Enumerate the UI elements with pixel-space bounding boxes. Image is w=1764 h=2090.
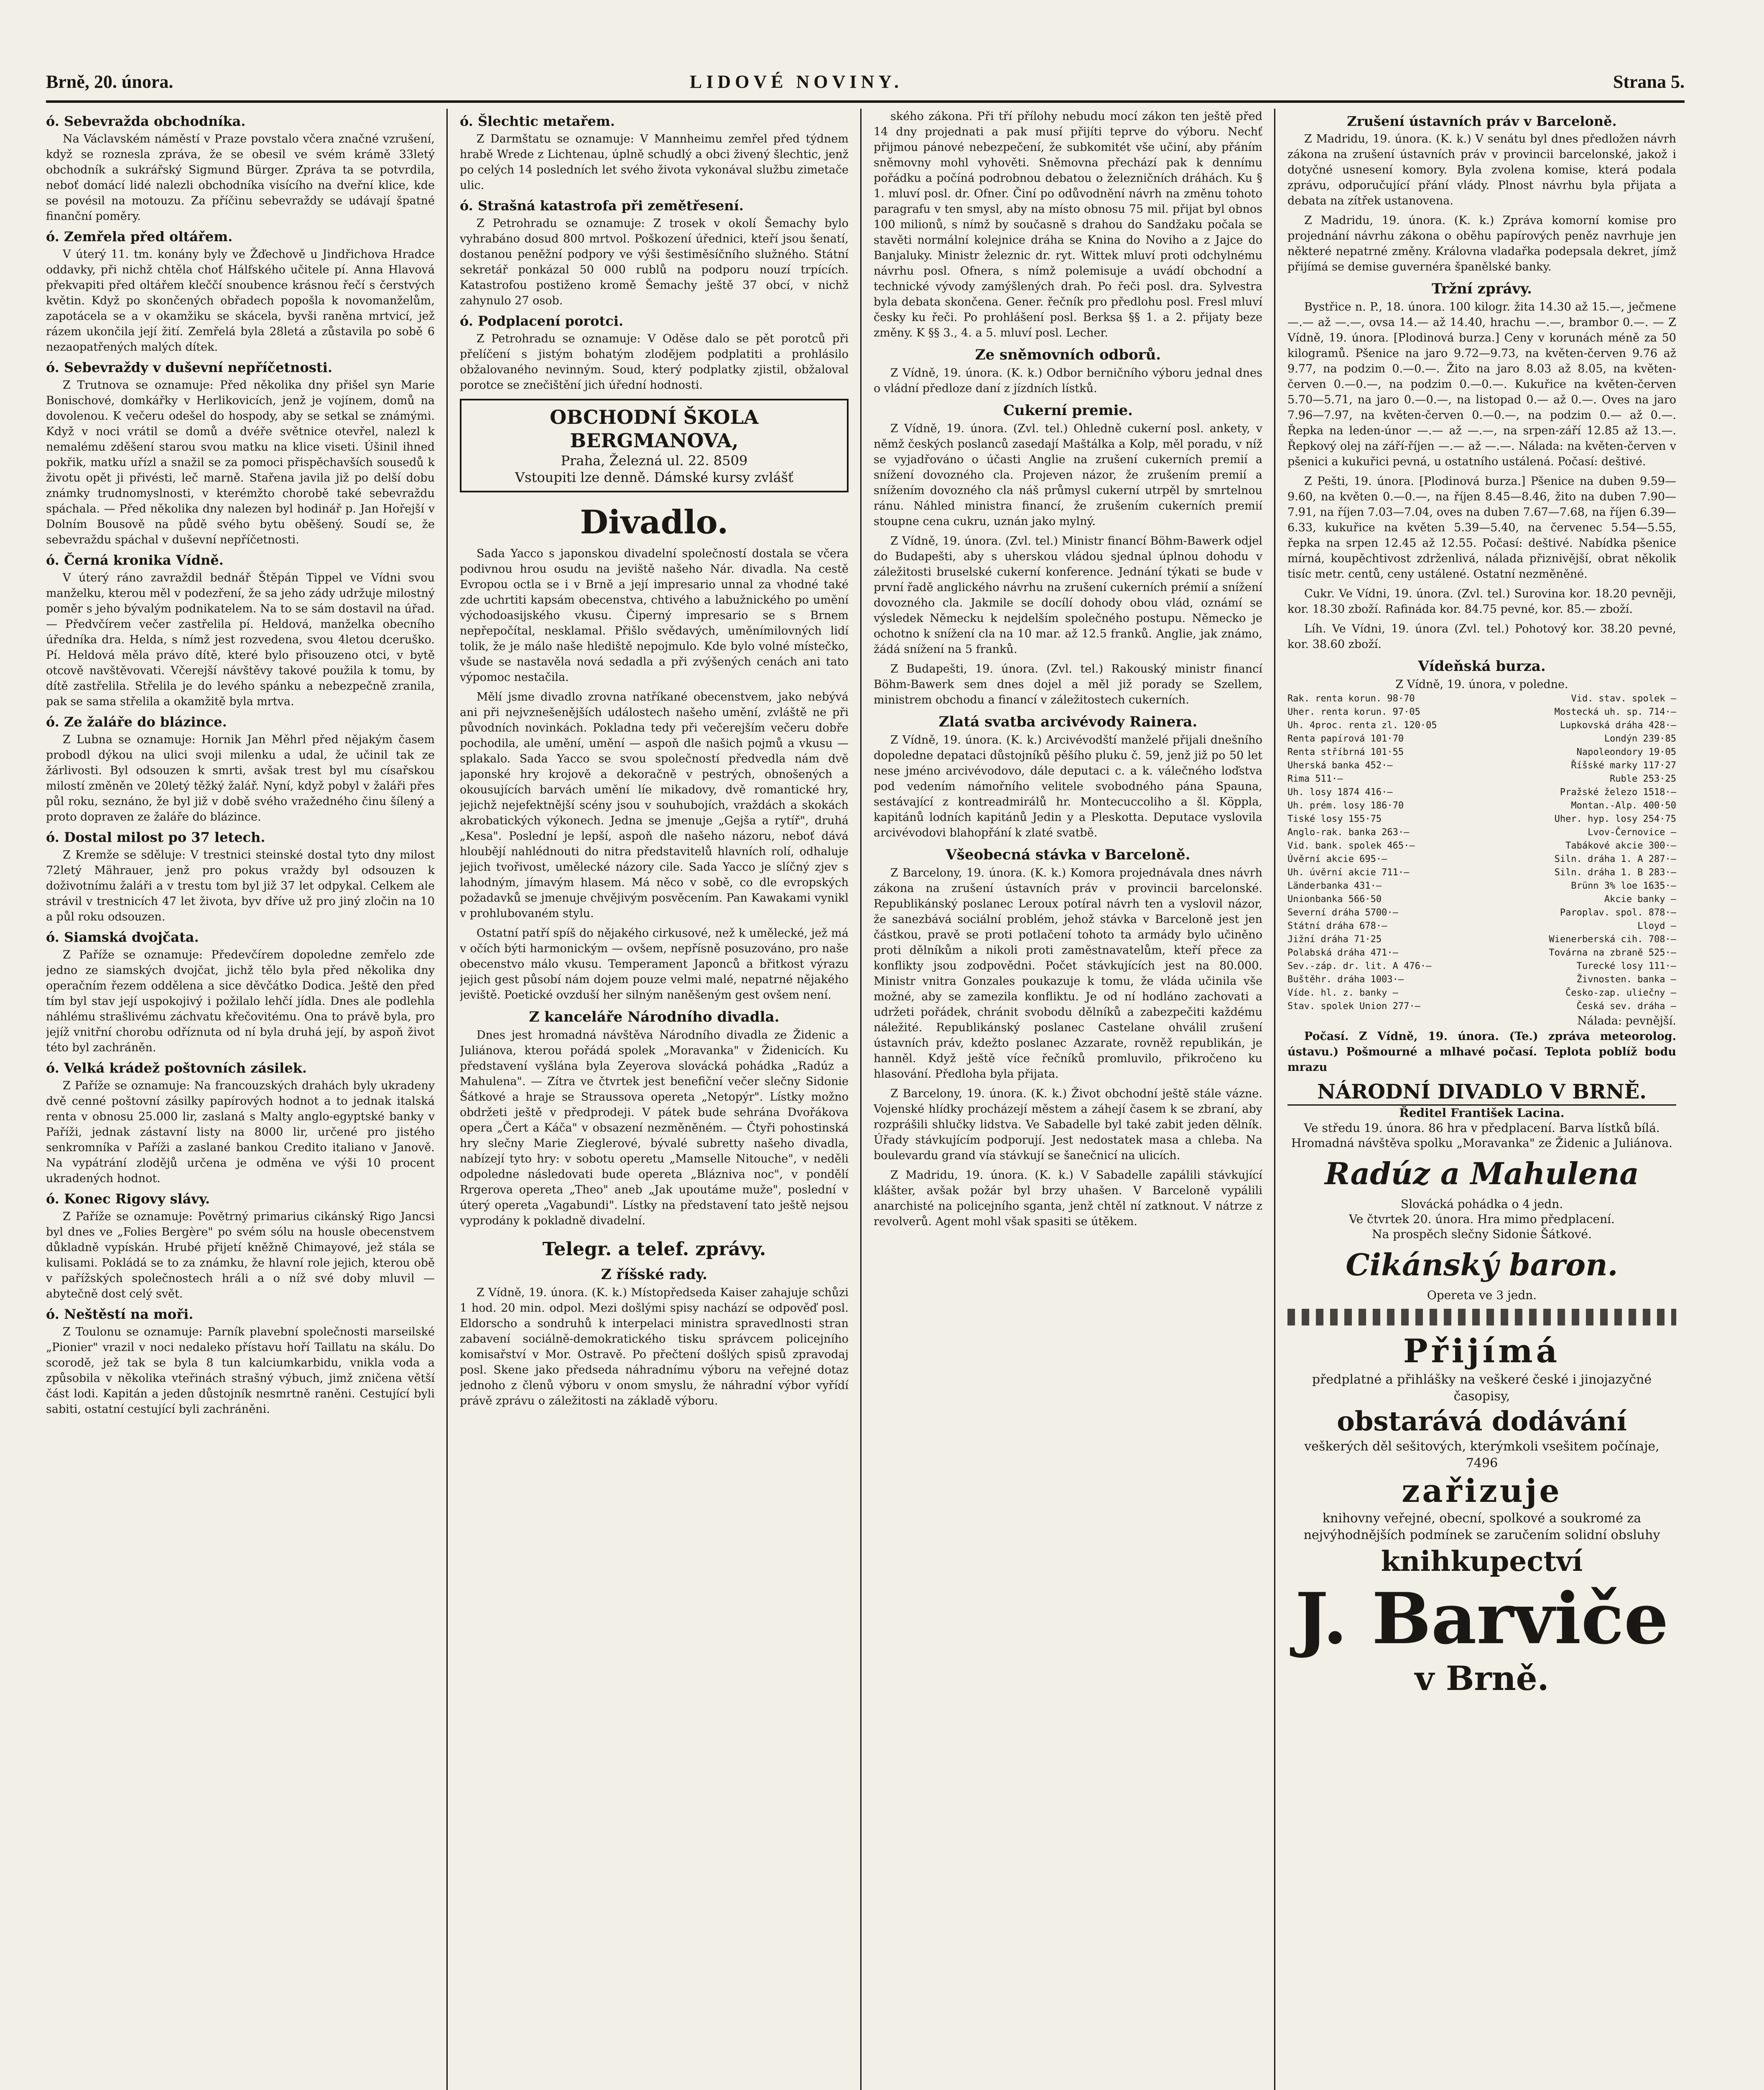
section-title: Všeobecná stávka v Barceloně. [946, 846, 1190, 863]
article-10 [46, 1306, 435, 1417]
decorative-divider [1287, 1309, 1676, 1325]
article-4 [46, 552, 435, 709]
article-title: ó. Konec Rigovy slávy. [46, 1191, 210, 1207]
school-advertisement [460, 399, 849, 492]
bourse-cell: Rak. renta korun. 98·70 [1287, 693, 1415, 704]
section-body: Z Vídně, 19. února. (K. k.) Odbor berničního výboru jednal dnes o vládní předloze daní z jízdních lístků. [874, 367, 1262, 395]
news-section [874, 661, 1262, 708]
spain-text: Z Madridu, 19. února. (K. k.) Zpráva komorní komise pro projednání návrhu zákona o oběhu papírových peněz navrhuje jen některé nepatrné změny. Královna vladařka podepsala dekret, jímž přijímá se demise guvernéra španělské banky. [1287, 214, 1676, 273]
school-title: OBCHODNÍ ŠKOLA BERGMANOVA, [550, 406, 759, 452]
bourse-row [1287, 986, 1676, 1000]
bourse-cell: Lloyd — [1637, 921, 1676, 931]
bourse-cell: Vid. bank. spolek 465·— [1287, 841, 1415, 851]
bourse-cell: Turecké losy 111·— [1576, 961, 1676, 971]
article-title: ó. Siamská dvojčata. [46, 929, 199, 945]
play-title-baron: Cikánský baron. [1346, 1247, 1618, 1282]
bourse-cell: Renta papírová 101·70 [1287, 734, 1404, 744]
bourse-cell: Uh. úvěrní akcie 711·— [1287, 867, 1410, 878]
article-8 [46, 1060, 435, 1186]
bourse-cell: Úvěrní akcie 695·— [1287, 854, 1387, 864]
article-body: Z Paříže se oznamuje: Na francouzských drahách byly ukradeny dvě cenné poštovní zásilky papírových hodnot a to jednak italská renta v obnosu 25.000 lir, zaslaná s Malty anglo-egyptské banky v Paříži, jednak zástavní listy na 8000 lir, určené pro jistého senkromníka v Paříži a zaslané bankou Credito italiano v Janově. Na vypátrání zlodějů určena je odměna ve výši 10 procent ukradených hodnot. [46, 1079, 435, 1185]
bourse-row [1287, 706, 1676, 719]
bourse-row [1287, 786, 1676, 799]
bourse-cell: Siln. dráha 1. A 287·— [1554, 854, 1676, 864]
bourse-row [1287, 906, 1676, 920]
bourse-cell: Tiské losy 155·75 [1287, 814, 1382, 824]
column-3 [874, 109, 1262, 2090]
bourse-cell: Länderbanka 431·— [1287, 881, 1382, 891]
bourse-cell: Severní dráha 5700·— [1287, 907, 1398, 918]
bourse-cell: Stav. spolek Union 277·— [1287, 1001, 1420, 1012]
theatre-line: Ve středu 19. února. 86 hra v předplacení. Barva lístků bílá. [1304, 1121, 1660, 1135]
article-2 [46, 228, 435, 355]
section-body: Z Madridu, 19. února. (K. k.) V Sabadelle zapálili stávkující klášter, avšak požár byl brzy uhašen. V Barceloně vypálili anarchisté na policejního sganta, jenž chtěl ní zatknout. V nátrze z revolverů. Agent mohl však spasiti se útěkem. [874, 1169, 1262, 1228]
article-title: ó. Sebevraždy v duševní nepříčetnosti. [46, 359, 332, 375]
bourse-table [1287, 692, 1676, 1013]
bourse-mood: Nálada: pevnější. [1577, 1014, 1676, 1027]
article-title: ó. Zemřela před oltářem. [46, 229, 233, 245]
bourse-cell: Vid. stav. spolek — [1571, 693, 1676, 704]
bourse-cell: Česko-zap. uliečny — [1565, 988, 1676, 998]
theatre-review-paragraph: Sada Yacco s japonskou divadelní společností dostala se včera podivnou hrou osudu na jeviště našeho Nár. divadla. Na cestě Evropou octla se i v Brně a její impresario unnal za vhodné také zde uchrtiti kapsám obecenstva, chtivého a labužnického po umění východoasijského vkusu. Čiperný impresario se s Brnem nepřepočítal, nesklamal. Přišlo svědavých, uměnímilovných lidí tolik, že je málo naše hlediště nepojmulo. Kde bylo volné místečko, všude se nastavěla nová sedadla a při zvýšených cenách ani tato výpomoc nestačila. [460, 547, 849, 684]
bourse-cell: Uh. prém. losy 186·70 [1287, 800, 1404, 811]
article-13 [460, 313, 849, 393]
bourse-cell: Londýn 239·85 [1604, 734, 1676, 744]
article-1 [46, 113, 435, 224]
spirit-prices: Líh. Ve Vídni, 19. února (Zvl. tel.) Pohotový kor. 38.20 pevné, kor. 38.60 zboží. [1287, 622, 1676, 651]
ad-headline: Přijímá [1403, 1332, 1561, 1370]
bourse-cell: Paroplav. spol. 878·— [1560, 907, 1676, 918]
bourse-cell: Polabská dráha 471·— [1287, 948, 1398, 958]
bourse-cell: Živnosten. banka — [1576, 974, 1676, 985]
bourse-cell: Lvov-Černovice — [1588, 827, 1676, 838]
section-body: Z Vídně, 19. února. (Zvl. tel.) Ohledně cukerní posl. ankety, v němž českých poslanců zasedají Maštálka a Kolp, měl poradu, v níž se vyjadřováno o účasti Anglie na zrušení cukerních premií a snížení dovozného cla. Projeven názor, že zrušením premií a snížením dovozného cla náš průmysl cukerní utrpěl by smrtelnou ránu. Náhled ministra financí, že zrušením cukerních premií stoupne cena cukru, uznán jako mylný. [874, 422, 1262, 528]
bourse-title: Vídeňská burza. [1418, 658, 1546, 675]
bourse-row [1287, 746, 1676, 759]
bourse-row [1287, 920, 1676, 933]
bourse-cell: Wienerberská cih. 708·— [1549, 934, 1676, 945]
article-3 [46, 359, 435, 548]
theatre-line: Hromadná návštěva spolku „Moravanka" ze Židenic a Juliánova. [1291, 1136, 1673, 1150]
bourse-cell: Uh. 4proc. renta zl. 120·05 [1287, 720, 1437, 731]
bookshop-ad [1287, 1331, 1676, 1698]
weather-report: Počasí. Z Vídně, 19. února. (Te.) zpráva meteorolog. ústavu.) Pošmourné a mlhavé počasí. Teplota poblíž bodu mrazu [1287, 1030, 1676, 1074]
ad-city: v Brně. [1415, 1659, 1549, 1698]
bourse-cell: Buštěhr. dráha 1003·— [1287, 974, 1404, 985]
section-body: Z Vídně, 19. února. (K. k.) Arcivévodští manželé přijali dnešního dopoledne depataci důstojníků pěšího pluku č. 59, jenž již po 50 let nese jméno arcivévodovo, dále deputaci c. a k. válečného loďstva pod vedením námořního velitele svobodného pána Spauna, sestávající z kontreadmirálů hr. Montecuccoliho a šl. Köppla, kapitánů lodních kapitánů Jedin y a Pleskotta. Deputace vyslovila arcivévodovi blahopřání k zlaté svatbě. [874, 734, 1262, 839]
bourse-row [1287, 1000, 1676, 1013]
article-title: ó. Ze žaláře do blázince. [46, 714, 227, 730]
bourse-row [1287, 879, 1676, 893]
bourse-cell: Renta stříbrná 101·55 [1287, 747, 1404, 757]
bourse-cell: Říšské marky 117·27 [1571, 760, 1676, 771]
article-5 [46, 714, 435, 825]
bourse-cell: Akcie banky — [1604, 894, 1676, 905]
section-title: Ze sněmovních odborů. [975, 347, 1161, 363]
parliament-continued-text: ského zákona. Při tří přílohy nebudu mocí zákon ten ještě před 14 dny projednati a pak musí přijíti teprve do výboru. Nechť přijmou pánové nebezpečení, že subkomitét vše učiní, aby přáním sněmovny mohl vyhověti. Sněmovna přechází pak k dennímu pořádku a počíná podrobnou debatou o železničních dráhách. Ku § 1. mluví posl. dr. Ofner. Činí po odůvodnění návrh na změnu tohoto paragrafu v ten smysl, aby na místo obnosu 75 mil. přijat byl obnos 100 milionů, s nímž by současně s drahou do Sandžaku počala se stavěti normální kolejnice dráha se Knina do Noviho a z Jajce do Banjaluky. Ministr železnic dr. ryt. Wittek mluví proti odchylnému návrhu posl. Ofnera, s nímž polemisuje a uvádí obchodní a technické vývody zamýšlených drah. Po řeči posl. dra. Sylvestra byla debata skončena. Gener. řečník pro předlohu posl. Fresl mluví česky ku řeči. Po prohlášení posl. Berksa §§ 1. a 2. přijaty beze změny. K §§ 3., 4. a 5. mluví posl. Lecher. [874, 110, 1262, 339]
article-body: Z Paříže se oznamuje: Předevčírem dopoledne zemřelo zde jedno ze siamských dvojčat, jichž tělo byla před několika dny operačním řezem oddělena a sice děvčátko Dodica. Ještě den před tím byl stav její uspokojivý i požilalo lehčí jídla. Dnes ale podlehla náhlému strašlivému záchvatu křečovitému. Ona to právě byla, pro jejíž vnitřní chorobu odříznuta od ní byla druhá její, by aspoň život této byl zachráněn. [46, 948, 435, 1054]
article-body: V úterý 11. tm. konány byly ve Žďechově u Jindřichova Hradce oddavky, při nichž chtěla choť Hálfského učitele pí. Anna Hlavová překvapiti před oltářem kleččí snoubence krásnou řečí s čerstvých květin. Když po skončených obřadech popošla k novomanželům, zapotácela se a v okamžiku se skácela, byvši raněna mrtvicí, jež rázem ukončila její žití. Zemřelá byla 28letá a zůstavila po sobě 6 nezaopatřených malých dítek. [46, 248, 435, 354]
bourse-row [1287, 732, 1676, 746]
theatre-section-title: Divadlo. [580, 503, 729, 541]
bourse-cell: Tabákové akcie 300·— [1565, 841, 1676, 851]
section-body: Z Budapešti, 19. února. (Zvl. tel.) Rakouský ministr financí Böhm-Bawerk sem dnes dojel a měl již porady se Szellem, ministrem obchodu a financí v záležitostech cukerních. [874, 663, 1262, 706]
theatre-line: Na prospěch slečny Sidonie Šátkové. [1372, 1227, 1592, 1241]
bourse-row [1287, 866, 1676, 879]
column-rule [446, 109, 448, 2090]
column-rule [860, 109, 862, 2090]
market-text: Bystřice n. P., 18. února. 100 kilogr. žita 14.30 až 15.—, ječmene —.— až —.—, ovsa 14.— až 14.40, hrachu —.—, brambor 0.—. — Z Vídně, 19. února. [Plodinová burza.] Ceny v korunách méně za 50 kilogramů. Pšenice na jaro 9.72—9.73, na květen-červen 9.76 až 9.77, na podzim 0.—0.—. Žito na jaro 8.03 až 8.05, na květen-červen 0.—0.—, na podzim 0.—0.—. Kukuřice na květen-červen 5.70—5.71, na jaro 0.—0.—, na listopad 0.— až 0.—. Oves na jaro 7.96—7.97, na květen-červen 0.—0.—, na podzim 0.— až 0.—. Řepka na leden-únor —.— až —.—, na srpen-září 12.85 až 13.—. Řepkový olej na září-říjen —.— až —.—. Nálada: na květen-červen v pšenici a kukuřici pevná, u ostatního ustálená. Počasí: deštivé. [1287, 301, 1676, 468]
news-section [874, 714, 1262, 841]
play-subtitle: Slovácká pohádka o 4 jedn. [1400, 1197, 1563, 1211]
bourse-cell: Uher. hyp. losy 254·75 [1554, 814, 1676, 824]
column-4 [1287, 109, 1676, 2090]
ad-number: 7496 [1466, 1456, 1498, 1471]
article-body: Z Paříže se oznamuje: Povětrný primarius cikánský Rigo Jancsi byl dnes ve „Folies Bergère" po svém sólu na housle obecenstvem důkladně vypískán. Hrubé přijetí kněžně Chimayové, jež stála se kulisami. Pokládá se to za známku, že hlavní role jejich, kterou obě v pařížských společnostech hráli a o níž své doby mluvil — abytečně dost celý svět. [46, 1210, 435, 1300]
article-7 [46, 929, 435, 1055]
bourse-row [1287, 893, 1676, 906]
article-title: ó. Neštěstí na moři. [46, 1306, 194, 1322]
bourse-cell: Pražské železo 1518·— [1560, 787, 1676, 798]
article-body: Z Petrohradu se oznamuje: Z trosek v okolí Šemachy bylo vyhrabáno dosud 800 mrtvol. Poškození úřednici, kteří jsou šenatí, dostanou peněžní podpory ve výši šestiměsíčního služného. Státní sekretář ponkázal 50 000 rublů na podporu nouzí trpících. Katastrofou postiženo kromě Šemachy ještě 37 obcí, v nichž zahynulo 27 osob. [460, 217, 849, 307]
office-section-title: Z kanceláře Národního divadla. [529, 1009, 780, 1025]
ad-text: knihovny veřejné, obecní, spolkové a soukromé za nejvýhodnějších podmínek se zaručením solidní obsluhy [1303, 1511, 1660, 1542]
article-title: ó. Strašná katastrofa při zemětřesení. [460, 198, 744, 214]
ad-headline: zařizuje [1402, 1472, 1562, 1509]
article-11 [460, 113, 849, 193]
article-9 [46, 1190, 435, 1302]
bourse-row [1287, 799, 1676, 813]
article-6 [46, 829, 435, 925]
telegrams-title: Telegr. a telef. zprávy. [542, 1239, 766, 1260]
bourse-cell: Lupkovská dráha 428·— [1560, 720, 1676, 731]
section-body: Z Barcelony, 19. února. (K. k.) Komora projednávala dnes návrh zákona na zrušení ústavních práv v provincii barcelonské. Republikánský poslanec Leroux potíral návrh ten a vyslovil názor, že sanezbává sociální problém, jehož stávka v Barceloně jest jen částkou, pravě se proti potlačení tohoto ta armády bylo učiněno proti dělníkům a nikoli proti zaměstnavatelům, kteří přece za konflikty jsou zodpovědni. Počet stávkujících jest na 80.000. Ministr vnitra Gonzales poukazuje k tomu, že vláda učinila vše možné, aby se zamezila konfliktu. Je od ní hodláno zachovati a udržeti pořádek, chránit svobodu dělníků a zabezpečiti každému náležité. Republikánský poslanec Castelane ohválil zrušení ústavních práv, kdežto poslanec Azzarate, rovněž republikán, je hanněl. Když ještě více řečníků promluvilo, přikročeno ku hlasování. Předloha byla přijata. [874, 867, 1262, 1081]
news-section [874, 847, 1262, 1082]
ad-number: 8509 [713, 453, 748, 469]
bourse-cell: Unionbanka 566·50 [1287, 894, 1382, 905]
theatre-ad [1287, 1079, 1676, 1303]
section-body: Z Vídně, 19. února. (Zvl. tel.) Ministr financí Böhm-Bawerk odjel do Budapešti, aby s uherskou vládou sjednal úplnou dohodu v záležitosti bruselské cukerní konference. Jednání týkati se bude v první řadě anglického návrhu na zrušení cukerních prémií a snížení dovozného cla. Jakmile se docílí dohody obou vlád, oznámí se výsledek Německu k nejdelším společného postupu. Německo je ochotno k snížení cla na 10 mar. až 12.5 franků. Anglie, jak známo, žádá snížení na 5 franků. [874, 535, 1262, 656]
telegrams-text: Z Vídně, 19. února. (K. k.) Místopředseda Kaiser zahajuje schůzi 1 hod. 20 min. odpol. Mezi došlými spisy nachází se odpověď posl. Eldorscho a sondruhů k interpelaci ministra spravedlnosti stran zabavení sociálně-demokratického tisku správcem policejního komisařství v Mor. Ostravě. Po přečtení došlých spisů zpravodaj posl. Skene jako předseda náhradnímu výboru na veřejné dotaz jednoho z členů výboru v onom smyslu, že náhradní výbor vyřídí právě zprávu o záležitosti na základě výboru. [460, 1286, 849, 1407]
masthead-title: LIDOVÉ NOVINY. [690, 71, 903, 92]
spain-text: Z Madridu, 19. února. (K. k.) V senátu byl dnes předložen návrh zákona na zrušení ústavních práv v provincii barcelonské, jakož i dotyčné usnesení komory. Byla zvolena komise, která podala zprávu, odporučující přání vlády. Plnost návrhu byla přijata a debata na zítřek ustanovena. [1287, 133, 1676, 207]
bourse-cell: Uherská banka 452·— [1287, 760, 1393, 771]
newspaper-page [46, 63, 1685, 2090]
section-body: Z Barcelony, 19. února. (K. k.) Život obchodní ještě stále vázne. Vojenské hlídky procházejí městem a záhejí časem k se zbraní, aby rozprášili shlučky lidstva. Ve Sabadelle byl také zabit jeden dělník. Úřady stávkujícím podporují. Jest nedostatek masa a chleba. Na boulevardu grand vía stávkují se šanečnicí na ulicích. [874, 1087, 1262, 1162]
school-tagline: Vstoupiti lze denně. Dámské kursy zvlášť [515, 469, 793, 485]
article-body: Z Petrohradu se oznamuje: V Oděse dalo se pět porotců při přelíčení s jistým bohatým zlodějem podplatiti a prohlásilo obžalovaného nevinným. Soud, který podplatky zjistil, obžaloval porotce se znečištění jich úřední hodnosti. [460, 332, 849, 392]
market-title: Tržní zprávy. [1432, 280, 1532, 297]
article-body: Z Kremže se sděluje: V trestnici steinské dostal tyto dny milost 72letý Mährauer, jenž pro pokus vraždy byl odsouzen k doživotnímu žaláři a v trestu tom byl již 37 let odpykal. Celkem ale strávil v trestnicích 47 let života, byv dříve už pro jiný zločin na 10 a půl roku odsouzen. [46, 849, 435, 923]
office-text: Dnes jest hromadná návštěva Národního divadla ze Židenic a Juliánova, kterou pořádá spolek „Moravanka" v Židenicích. Ku představení vyšlána byla Zeyerova slovácká pohádka „Radúz a Mahulena". — Zítra ve čtvrtek jest benefiční večer slečny Sidonie Šátkové a hraje se Straussova opereta „Netopýr". Lístky možno obdržeti ještě v předprodeji. V pátek bude sehrána Dvořákova opera „Čert a Káča" v obsazení nezměněném. — Čtyři pohostinská hry slečny Marie Zieglerové, bývalé subretty našeho divadla, nabízejí tyto hry: v sobotu operetu „Mamselle Nitouche", v neděli odpoledne následovati bude opereta „Blázniva noc", v pondělí Rrgerova opereta „Theo" aneb „Jak upoutáme muže", poslední v úterý opereta „Vagabundi". Lístky na představení tato ještě nejsou vyprodány k pokladně divadelní. [460, 1029, 849, 1227]
article-body: Z Darmštatu se oznamuje: V Mannheimu zemřel před týdnem hrabě Wrede z Lichtenau, úplně schudlý a obci živený šlechtic, jenž po celých 14 posledních let svého života vykonával službu zimetače ulic. [460, 133, 849, 192]
section-title: Cukerní premie. [1003, 402, 1133, 419]
bourse-cell: Uh. losy 1874 416·— [1287, 787, 1393, 798]
news-section [874, 1167, 1262, 1229]
bourse-cell: Továrna na zbraně 525·— [1549, 948, 1676, 958]
bourse-row [1287, 826, 1676, 839]
spain-title: Zrušení ústavních práv v Barceloně. [1347, 113, 1617, 129]
market-text: Z Pešti, 19. února. [Plodinová burza.] Pšenice na duben 9.59—9.60, na květen 0.—0.—, na říjen 8.45—8.46, žito na duben 7.90—7.91, na říjen 7.03—7.04, oves na duben 7.67—7.68, na říjen 6.39—6.33, kukuřice na květen 5.39—5.40, na červenec 5.54—5.55, řepka na srpen 12.45 až 12.55. Počasí: deštivé. Nabídka pšenice mírná, koupěchtivost zdrženlivá, nálada přiznivější, obrat několik tisíc metr. centů, ceny ustálené. Ostatní nezměněné. [1287, 475, 1676, 581]
news-section [874, 347, 1262, 396]
school-address [466, 452, 842, 469]
ad-headline: knihkupectví [1381, 1545, 1583, 1578]
ad-text: předplatné a přihlášky na veškeré české i jinojazyčné časopisy, [1312, 1372, 1652, 1404]
sugar-prices: Cukr. Ve Vídni, 19. února. (Zvl. tel.) Surovina kor. 18.20 pevněji, kor. 18.30 zboží. Rafináda kor. 84.75 pevné, kor. 85.— zboží. [1287, 587, 1676, 616]
bourse-cell: Víde. hl. z. banky — [1287, 988, 1398, 998]
theatre-director: Ředitel František Lacina. [1399, 1106, 1565, 1120]
bourse-row [1287, 946, 1676, 960]
bourse-cell: Siln. dráha 1. B 283·— [1554, 867, 1676, 878]
ad-text [1287, 1438, 1676, 1472]
article-title: ó. Šlechtic metařem. [460, 113, 615, 129]
article-title: ó. Sebevražda obchodníka. [46, 113, 246, 129]
column-2 [460, 109, 849, 2090]
bourse-row [1287, 692, 1676, 706]
header-date: Brně, 20. února. [46, 71, 173, 92]
page-header [46, 63, 1685, 103]
bourse-cell: Napoleondory 19·05 [1576, 747, 1676, 757]
theatre-review-paragraph: Mělí jsme divadlo zrovna natříkané obecenstvem, jako nebývá ani při nejvznešenějších událostech našeho umění, zvláště ne při původních novinkách. Pokladna tedy při večerejším večeru dobře pochodila, ale umění, umění — aspoň dle našich pojmů a vkusu — splakalo. Sada Yacco se svou společností předvedla nám dvě japonské hry krojově a dekoračně v pestrých, obnošených a okousujících barvách umění líe mikadovy, dvě romantické hry, jejichž nejefektnější scény jsou v souhubojích, vraždách a skokách akrobatických výkonech. Jedna se jmenuje „Gejša a rytíř", druhá „Kesa". Poslední je lepší, aspoň dle našeho názoru, neboť dává hloubějí nahlédnouti do nitra představitelů hlavních rolí, odhaluje jejich tvořivost, umělecké názory cile. Sada Yacco je slíčný zjev s lahodným, jímavým hlasem. Má něco v sobě, co dle evropských požadavků se jmenuje chvějivým posvěcením. Pan Kawakami vynikl v prohlubovaném stylu. [460, 691, 849, 920]
school-address-text: Praha, Železná ul. 22. [561, 453, 709, 469]
bourse-row [1287, 933, 1676, 946]
article-title: ó. Velká krádež poštovních zásilek. [46, 1060, 307, 1076]
bourse-cell: Anglo-rak. banka 263·— [1287, 827, 1410, 838]
bourse-row [1287, 813, 1676, 826]
news-section [874, 533, 1262, 657]
column-rule [1274, 109, 1275, 2090]
ad-headline: obstarává dodávání [1337, 1406, 1627, 1437]
bourse-cell: Ruble 253·25 [1610, 774, 1676, 784]
bourse-cell: Česká sev. dráha — [1576, 1001, 1676, 1012]
article-12 [460, 197, 849, 308]
article-title: ó. Dostal milost po 37 letech. [46, 829, 265, 845]
bourse-row [1287, 839, 1676, 853]
bourse-subtitle: Z Vídně, 19. února, v poledne. [1395, 678, 1568, 691]
article-body: V úterý ráno zavraždil bednář Štěpán Tippel ve Vídni svou manželku, kterou měl v podezření, že sa jeho zády udržuje milostný poměr s jeho bývalým podnikatelem. Na to se sám dostavil na úřad. — Předvčírem večer zastřelila pí. Heldová, manželka obecního úředníka dra. Helda, s nímž jest rozvedena, svou 4letou dceruško. Pí. Heldová měla právo dítě, které bylo přisouzeno otci, v bytě otcově navštěvovati. Včerejší návštěvy takové použila k tomu, by dítě zastřelila. Střelila je do levého spánku a nebezpečně zranila, pak se sama střelila a okamžitě byla mrtva. [46, 571, 435, 708]
ad-shop-name: J. Barviče [1295, 1577, 1669, 1660]
bourse-row [1287, 772, 1676, 786]
bourse-cell: Brünn 3% loe 1635·— [1571, 881, 1676, 891]
article-title: ó. Černá kronika Vídně. [46, 552, 224, 568]
bourse-cell: Státní dráha 678·— [1287, 921, 1387, 931]
article-title: ó. Podplacení porotci. [460, 313, 624, 329]
ad-text-span: veškerých děl sešitových, kterýmkoli vsešitem počínaje, [1304, 1439, 1659, 1454]
article-body: Na Václavském náměstí v Praze povstalo včera značné vzrušení, když se roznesla zpráva, že se obesil ve svém krámě 33letý obchodník a sukrářský Sigmund Bürger. Zpráva ta se potvrdila, neboť domácí lidé nalezli obchodníka visícího na dveřní klice, kde se povésil na motouzu. Za příčinu sebevraždy se udávají špatné finanční poměry. [46, 133, 435, 223]
bourse-cell: Rima 511·— [1287, 774, 1343, 784]
news-section [874, 1086, 1262, 1163]
news-section [874, 403, 1262, 529]
article-body: Z Lubna se oznamuje: Hornik Jan Měhrl před nějakým časem probodl dýkou na ulici svoji milenku a udal, že učinil tak ze žárlivosti. Byl odsouzen k smrti, avšak trest byl mu císařskou milostí změněn ve 20letý těžký žalář. Nyní, když pobyl v žaláři přes půl roku, seznáno, že byl již v době svého vražedného činu šílený a proto dopraven ze žaláře do blázince. [46, 733, 435, 823]
bourse-row [1287, 719, 1676, 732]
article-body: Z Trutnova se oznamuje: Před několika dny přišel syn Marie Bonischové, domkářky v Herlikovicích, jenž je vojínem, domů na dovolenou. K večeru odešel do hospody, aby se setkal se známými. Když v noci vrátil se domů a dvéře světnice otevřel, nalezl k nemalému zděšení starou svou matku na klice viseti. Úšinil ihned pokřik, matku uřízl a snažil se za pomoci přispěchavších sousedů k životu opět ji přivésti, leč marně. Stařena javila již po delší dobu známky trudnomyslnosti, v kterémžto chorobě také sebevraždu spáchala. — Před několika dny nalezen byl hodinář p. Jan Hořejší v Dolním Bousově na půdě svého bytu oběšený. Soudí se, že sebevraždu spáchal v duševní nepříčetnosti. [46, 379, 435, 546]
page-number: Strana 5. [1613, 71, 1685, 92]
play-title-radúz: Radúz a Mahulena [1325, 1156, 1639, 1191]
telegrams-subtitle: Z říšské rady. [601, 1266, 708, 1283]
bourse-row [1287, 960, 1676, 973]
bourse-cell: Montan.-Alp. 400·50 [1571, 800, 1676, 811]
theatre-review-paragraph: Ostatní patří spíš do nějakého cirkusové, než k umělecké, jež má v očích býti harmonickým — ovšem, nepřísně posuzováno, pro naše obecenstvo málo vkusu. Temperament Japonců a břitkost výrazu jejich gest působí nám dojem pouze velmi malé, nepatrné nějakého jeviště. Poetické ovzduší her silným naněšeným gest ovšem není. [460, 927, 849, 1002]
play-subtitle: Opereta ve 3 jedn. [1427, 1288, 1537, 1302]
column-1 [46, 109, 435, 2090]
bourse-cell: Uher. renta korun. 97·05 [1287, 707, 1420, 717]
theatre-header: NÁRODNÍ DIVADLO V BRNĚ. [1287, 1079, 1676, 1106]
bourse-row [1287, 853, 1676, 866]
bourse-cell: Jižní dráha 71·25 [1287, 934, 1382, 945]
bourse-row [1287, 759, 1676, 772]
article-body: Z Toulonu se oznamuje: Parník plavební společnosti marseilské „Pionier" vrazil v noci nedaleko přístavu hoří Taillatu na skálu. Do scorodě, jež tak se byla 8 tun kalciumkarbidu, vnikla voda a způsobila v několika vteřinách strašný výbuch, jimž zničena větší část lodi. Kapitán a jeden důstojník nesmrtně raněni. Cestující byli sabiti, ostatní cestující byli zachráněni. [46, 1325, 435, 1416]
bourse-cell: Sev.-záp. dr. lit. A 476·— [1287, 961, 1432, 971]
section-title: Zlatá svatba arcivévody Rainera. [938, 714, 1198, 730]
bourse-cell: Mostecká uh. sp. 714·— [1554, 707, 1676, 717]
theatre-line: Ve čtvrtek 20. února. Hra mimo předplacení. [1349, 1212, 1615, 1226]
bourse-row [1287, 973, 1676, 986]
